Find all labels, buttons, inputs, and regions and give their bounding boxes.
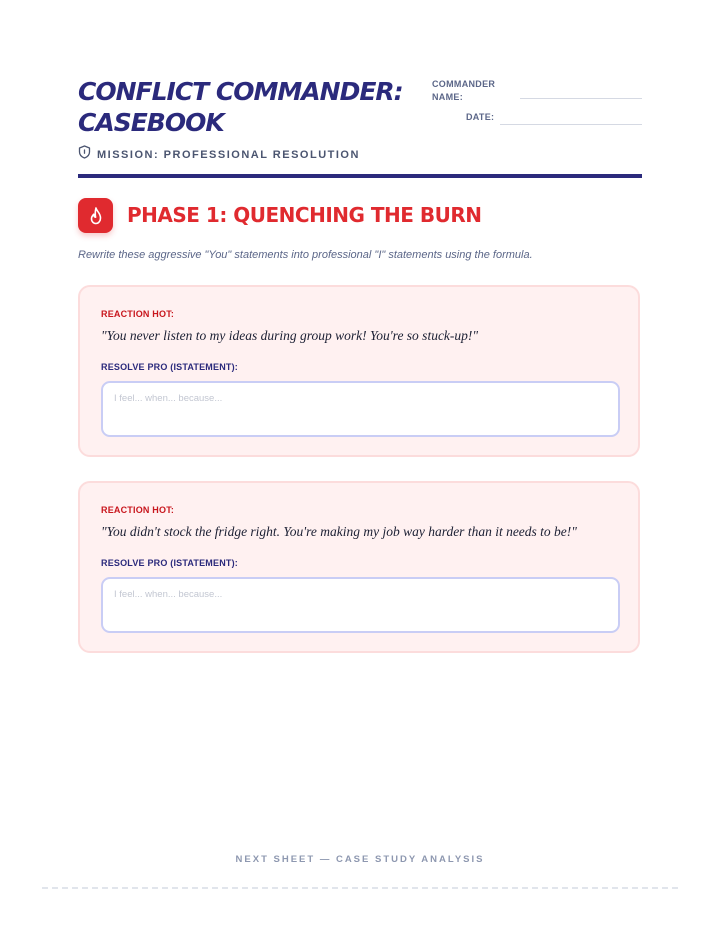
next-sheet-label: NEXT SHEET — CASE STUDY ANALYSIS <box>235 854 485 865</box>
aggressive-statement: "You never listen to my ideas during group work! You're so stuck-up!" <box>101 328 479 343</box>
commander-name-field[interactable] <box>520 98 642 99</box>
header-divider <box>78 174 642 178</box>
date-label: DATE: <box>466 112 495 122</box>
resolve-pro-label: RESOLVE PRO (ISTATEMENT): <box>101 362 238 372</box>
statement-card-1 <box>78 285 640 457</box>
cut-line-divider <box>42 887 678 889</box>
phase-title: PHASE 1: QUENCHING THE BURN <box>127 203 482 227</box>
commander-name-label-line-1: COMMANDER <box>432 79 496 89</box>
shield-icon <box>78 145 91 164</box>
title-line-1: CONFLICT COMMANDER: <box>78 77 403 106</box>
instructions: Rewrite these aggressive "You" statements into professional "I" statements using the formula. <box>78 249 533 261</box>
i-statement-input[interactable] <box>101 381 620 437</box>
mission-text: MISSION: PROFESSIONAL RESOLUTION <box>97 148 360 161</box>
resolve-pro-label: RESOLVE PRO (ISTATEMENT): <box>101 558 238 568</box>
statement-card-2 <box>78 481 640 653</box>
page-title <box>78 76 423 138</box>
date-field[interactable] <box>500 124 642 125</box>
commander-name-label <box>432 78 495 104</box>
aggressive-statement: "You didn't stock the fridge right. You're making my job way harder than it needs to be!" <box>101 524 577 539</box>
reaction-hot-label: REACTION HOT: <box>101 505 175 515</box>
reaction-hot-label: REACTION HOT: <box>101 309 175 319</box>
i-statement-input[interactable] <box>101 577 620 633</box>
flame-icon <box>78 198 113 233</box>
title-line-2: CASEBOOK <box>78 108 224 137</box>
commander-name-label-line-2: NAME: <box>432 92 463 102</box>
mission-line <box>78 145 360 164</box>
